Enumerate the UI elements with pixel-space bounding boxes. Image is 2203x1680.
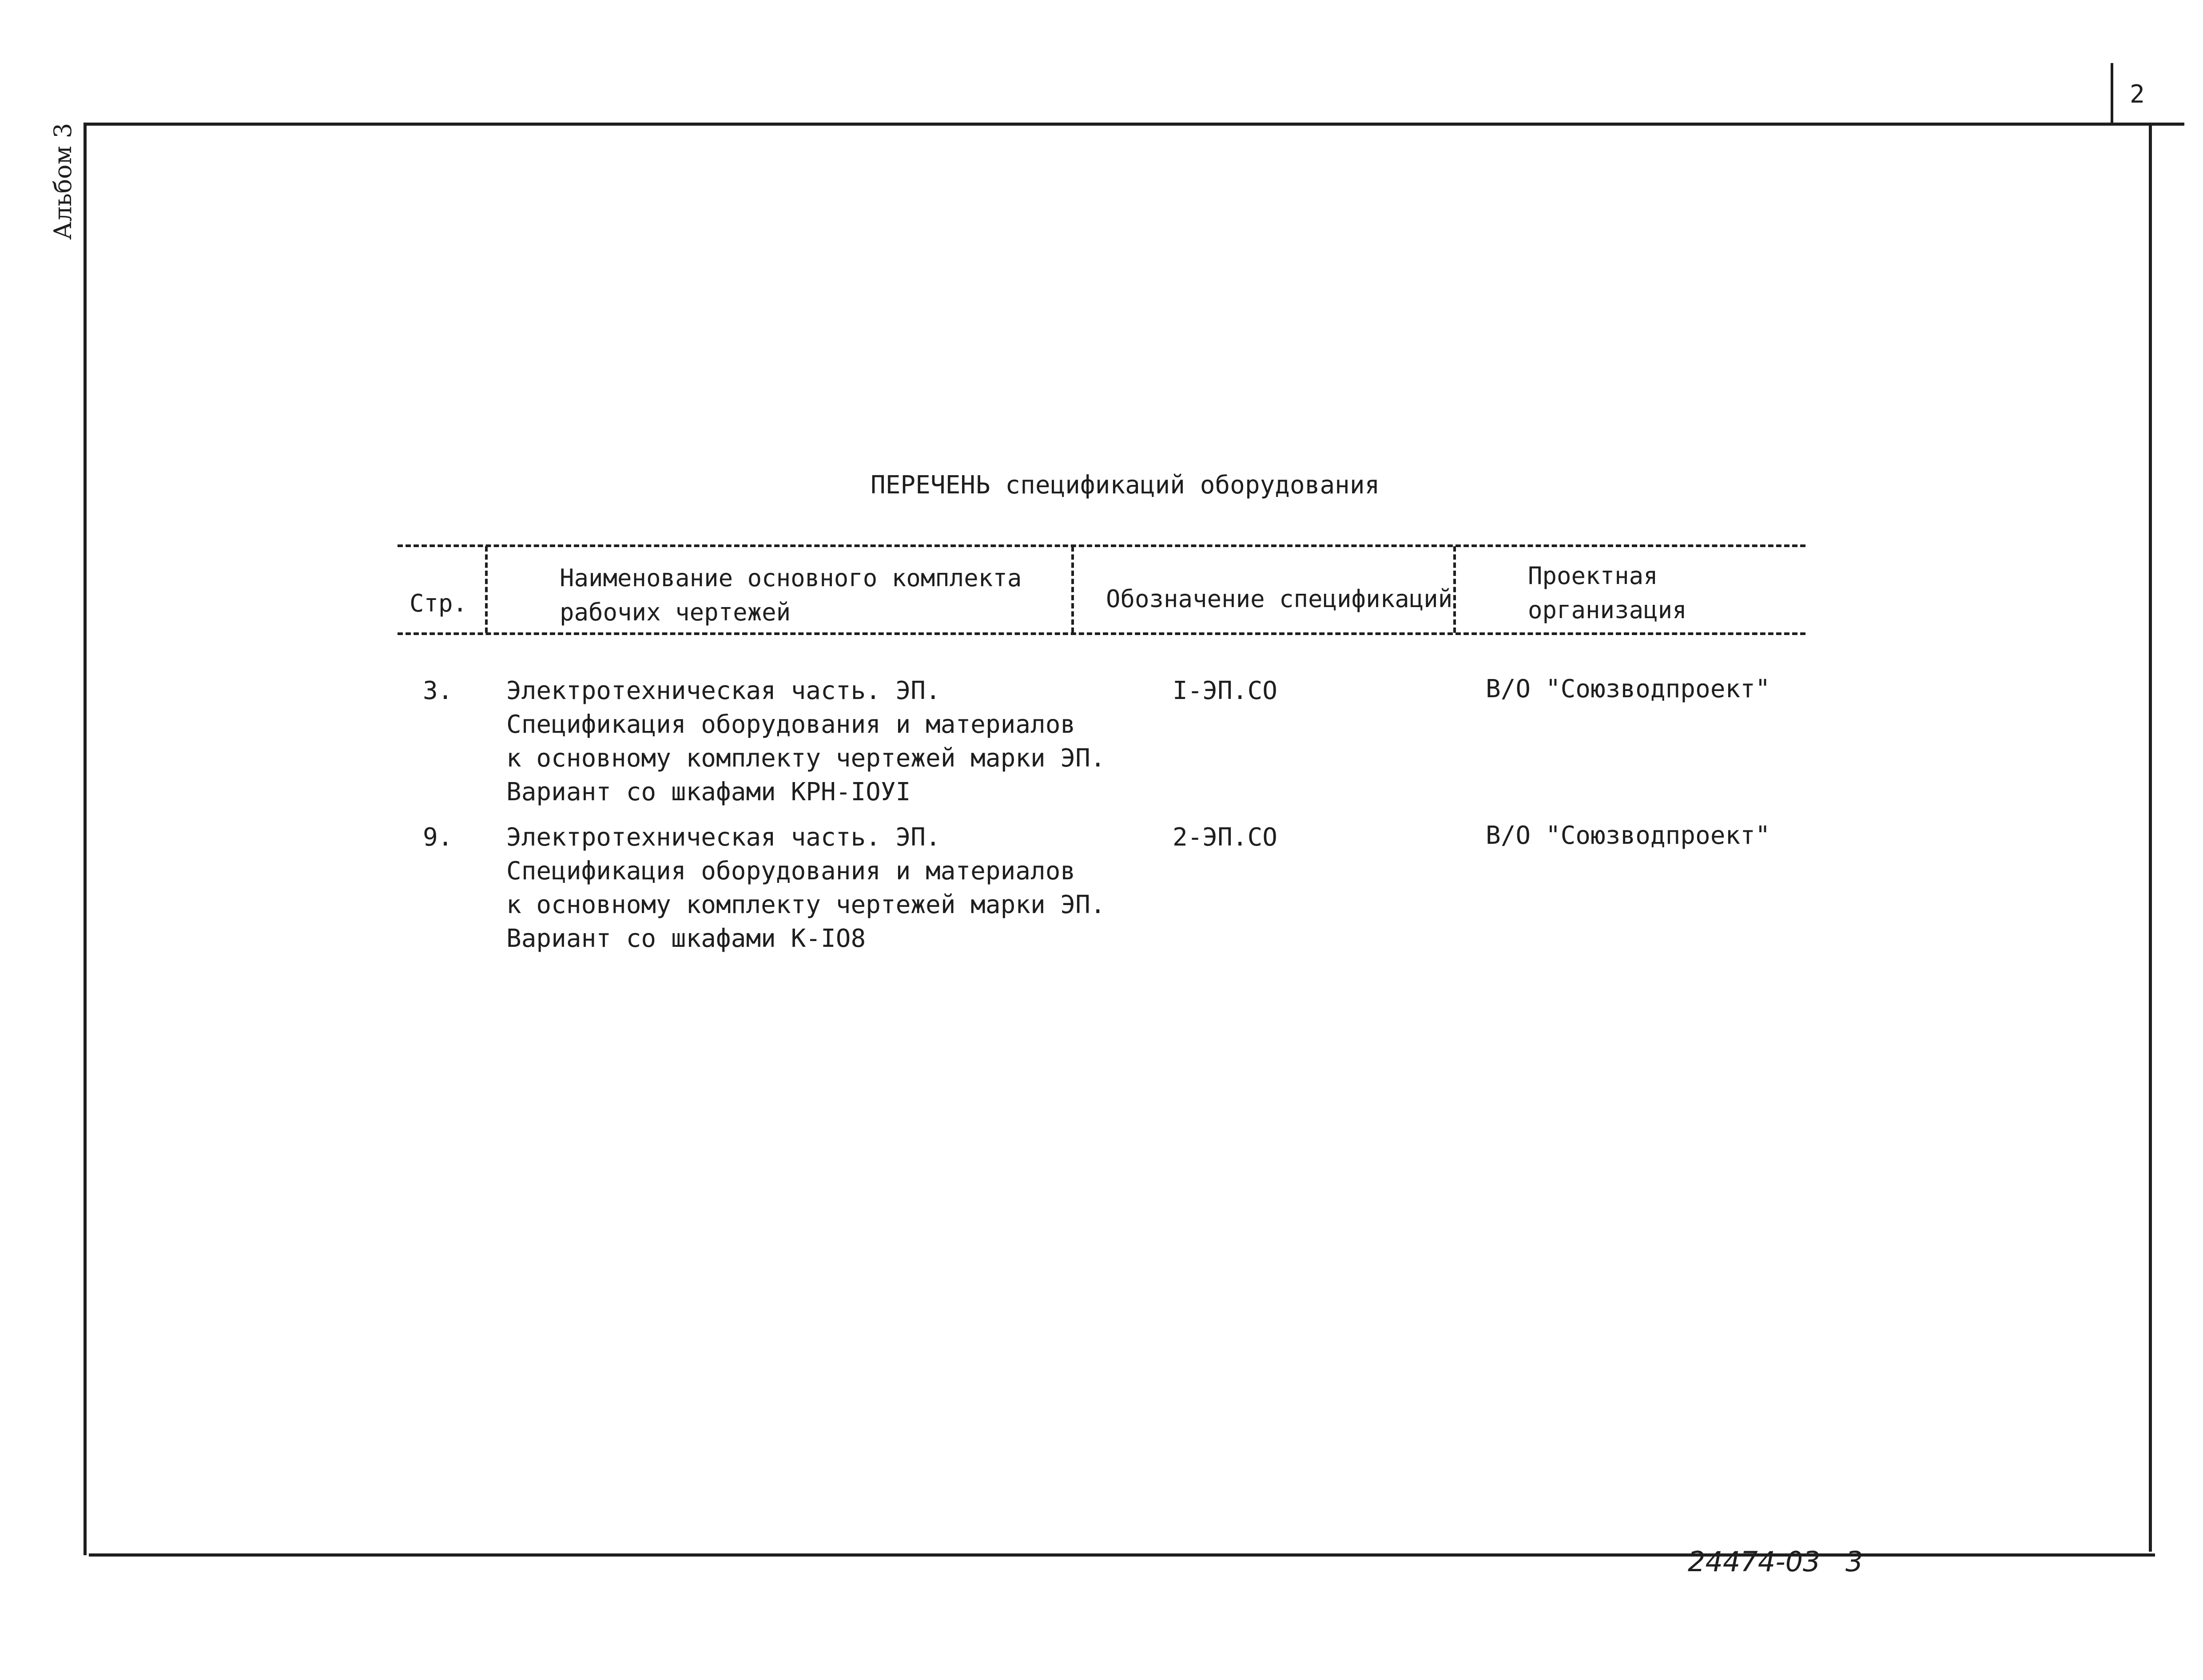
footer-page-number: 3 <box>1845 1545 1863 1578</box>
header-designation: Обозначение спецификаций <box>1106 585 1453 613</box>
header-name-line1: Наименование основного комплекта <box>560 564 1022 592</box>
header-organization-line2: организация <box>1528 596 1687 624</box>
sheet-number-divider <box>2111 63 2113 123</box>
frame-right-border <box>2149 123 2152 1552</box>
row-1-organization: В/О "Союзводпроект" <box>1486 675 1770 703</box>
row-2-name-line1: Электротехническая часть. ЭП. <box>506 823 941 852</box>
document-title: ПЕРЕЧЕНЬ спецификаций оборудования <box>871 471 1380 500</box>
row-1-name-line4: Вариант со шкафами КРН-IОУI <box>506 778 911 806</box>
table-column-divider-2 <box>1071 546 1074 633</box>
header-name-line2: рабочих чертежей <box>560 598 791 626</box>
sheet-number: 2 <box>2130 80 2145 109</box>
row-2-name-line3: к основному комплекту чертежей марки ЭП. <box>506 890 1105 919</box>
header-organization-line1: Проектная <box>1528 562 1658 590</box>
row-2-page: 9. <box>423 823 453 852</box>
frame-top-border <box>84 123 2184 126</box>
row-1-name-line3: к основному комплекту чертежей марки ЭП. <box>506 744 1105 773</box>
row-2-designation: 2-ЭП.СО <box>1173 823 1278 852</box>
header-page: Стр. <box>410 589 468 617</box>
row-2-name-line2: Спецификация оборудования и материалов <box>506 857 1076 886</box>
row-2-organization: В/О "Союзводпроект" <box>1486 821 1770 850</box>
row-1-name-line1: Электротехническая часть. ЭП. <box>506 676 941 705</box>
row-1-designation: I-ЭП.СО <box>1173 676 1278 705</box>
row-2-name-line4: Вариант со шкафами К-IО8 <box>506 924 866 953</box>
row-1-name-line2: Спецификация оборудования и материалов <box>506 710 1076 739</box>
table-column-divider-3 <box>1453 546 1456 633</box>
table-header-top-rule <box>398 544 1805 547</box>
footer-document-code: 24474-03 <box>1688 1545 1821 1578</box>
table-header-bottom-rule <box>398 632 1805 635</box>
row-1-page: 3. <box>423 676 453 705</box>
album-side-label: Альбом 3 <box>49 123 77 240</box>
table-column-divider-1 <box>485 546 488 633</box>
frame-left-border <box>84 123 87 1555</box>
